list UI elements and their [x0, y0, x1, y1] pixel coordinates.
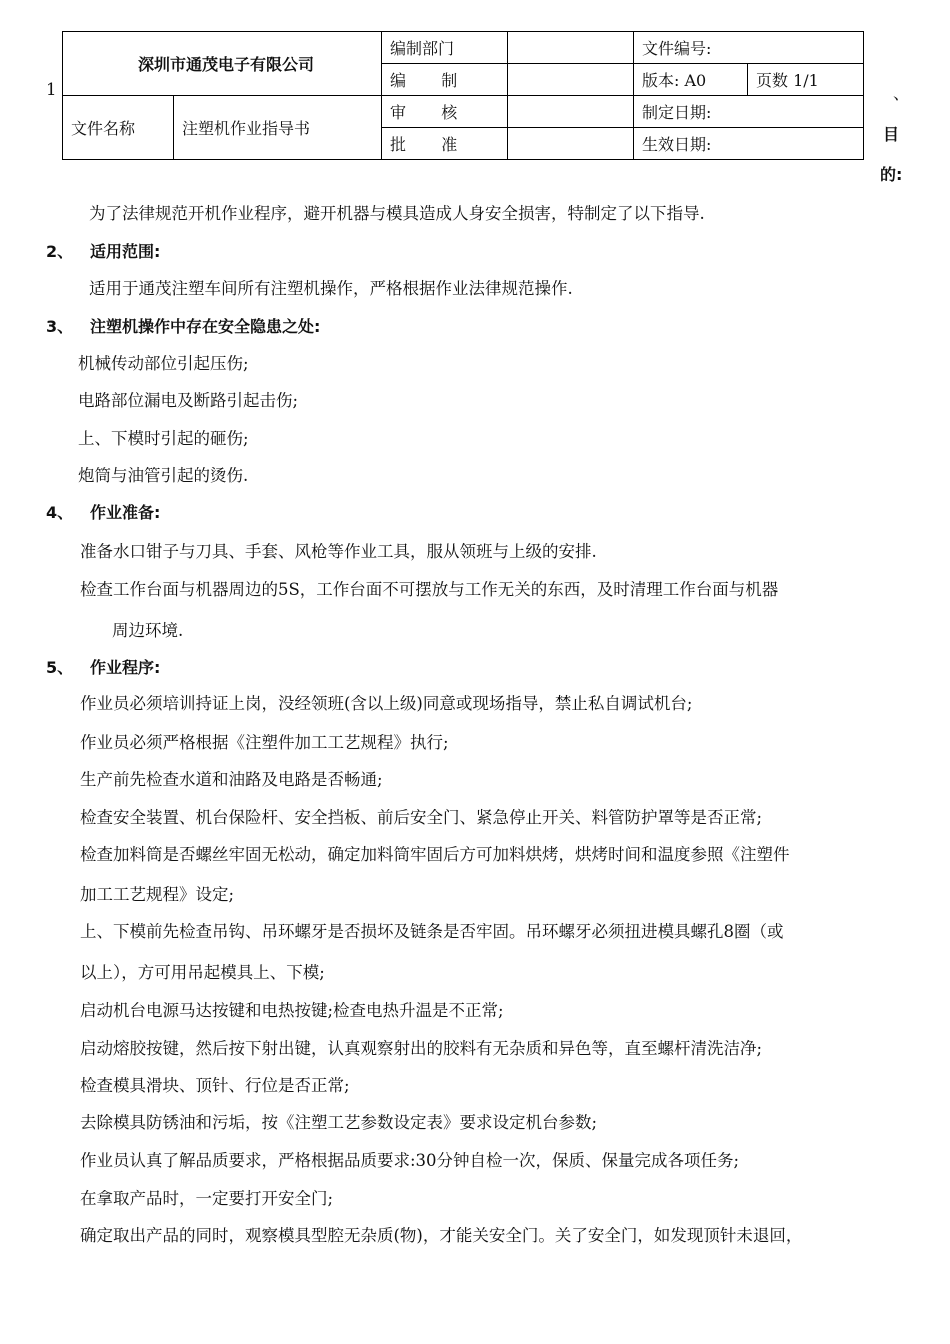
section-3-number: 3、: [46, 317, 74, 336]
list-item: 炮筒与油管引起的烫伤.: [78, 466, 249, 485]
list-item: 启动熔胶按键，然后按下射出键，认真观察射出的胶料有无杂质和异色等，直至螺杆清洗洁净;: [80, 1039, 763, 1058]
section-2-text: 适用于通茂注塑车间所有注塑机操作，严格根据作业法律规范操作.: [89, 279, 573, 298]
list-item-continuation: 加工工艺规程》设定;: [80, 885, 235, 904]
section-2-number: 2、: [46, 242, 74, 261]
list-item: 机械传动部位引起压伤;: [78, 354, 249, 373]
section-1-title-part2: 的:: [880, 165, 903, 184]
pages-label: 页数 1/1: [748, 64, 864, 96]
section-5-number: 5、: [46, 658, 74, 677]
section-1-title-part1: 目: [883, 125, 900, 144]
list-item: 检查模具滑块、顶针、行位是否正常;: [80, 1076, 350, 1095]
file-name-label: 文件名称: [63, 96, 174, 160]
made-date-label: 制定日期:: [634, 96, 864, 128]
company-name: 深圳市通茂电子有限公司: [63, 32, 382, 96]
dept-value: [508, 32, 634, 64]
list-item: 上、下模前先检查吊钩、吊环螺牙是否损坏及链条是否牢固。吊环螺牙必须扭进模具螺孔8圈（或: [80, 922, 784, 941]
list-item-continuation: 周边环境.: [112, 621, 184, 640]
compile-value: [508, 64, 634, 96]
effective-date-label: 生效日期:: [634, 128, 864, 160]
list-item: 去除模具防锈油和污垢，按《注塑工艺参数设定表》要求设定机台参数;: [80, 1113, 598, 1132]
list-item: 启动机台电源马达按键和电热按键;检查电热升温是不正常;: [80, 1001, 504, 1020]
document-header-table: [62, 31, 864, 160]
section-5-title: 作业程序:: [90, 658, 161, 677]
section-1-text: 为了法律规范开机作业程序，避开机器与模具造成人身安全损害，特制定了以下指导.: [89, 204, 705, 223]
list-item: 确定取出产品的同时，观察模具型腔无杂质(物)，才能关安全门。关了安全门，如发现顶针未退回，: [80, 1226, 803, 1245]
review-value: [508, 96, 634, 128]
list-item: 作业员必须培训持证上岗，没经领班(含以上级)同意或现场指导，禁止私自调试机台;: [80, 694, 693, 713]
section-3-title: 注塑机操作中存在安全隐患之处:: [90, 317, 321, 336]
list-item: 生产前先检查水道和油路及电路是否畅通;: [80, 770, 383, 789]
compile-label: 编 制: [382, 64, 508, 96]
list-item: 电路部位漏电及断路引起击伤;: [78, 391, 299, 410]
list-item: 作业员认真了解品质要求，严格根据品质要求:30分钟自检一次，保质、保量完成各项任务;: [80, 1151, 740, 1170]
list-item: 上、下模时引起的砸伤;: [78, 429, 249, 448]
section-4-number: 4、: [46, 503, 74, 522]
file-name-value: 注塑机作业指导书: [174, 96, 382, 160]
approve-label: 批 准: [382, 128, 508, 160]
list-item-continuation: 以上），方可用吊起模具上、下模;: [80, 963, 325, 982]
list-item: 准备水口钳子与刀具、手套、风枪等作业工具，服从领班与上级的安排.: [80, 542, 597, 561]
section-2-title: 适用范围:: [90, 242, 161, 261]
review-label: 审 核: [382, 96, 508, 128]
list-item: 检查工作台面与机器周边的5S，工作台面不可摆放与工作无关的东西，及时清理工作台面与机器: [80, 580, 779, 599]
doc-number-label: 文件编号:: [634, 32, 864, 64]
version-label: 版本: A0: [634, 64, 748, 96]
list-item: 作业员必须严格根据《注塑件加工工艺规程》执行;: [80, 733, 449, 752]
approve-value: [508, 128, 634, 160]
dept-label: 编制部门: [382, 32, 508, 64]
list-item: 检查安全装置、机台保险杆、安全挡板、前后安全门、紧急停止开关、料管防护罩等是否正常;: [80, 808, 763, 827]
list-item: 检查加料筒是否螺丝牢固无松动，确定加料筒牢固后方可加料烘烤，烘烤时间和温度参照《注塑件: [80, 845, 790, 864]
list-item: 在拿取产品时，一定要打开安全门;: [80, 1189, 334, 1208]
section-1-separator: 、: [893, 84, 910, 103]
section-1-number: 1: [46, 80, 57, 99]
section-4-title: 作业准备:: [90, 503, 161, 522]
